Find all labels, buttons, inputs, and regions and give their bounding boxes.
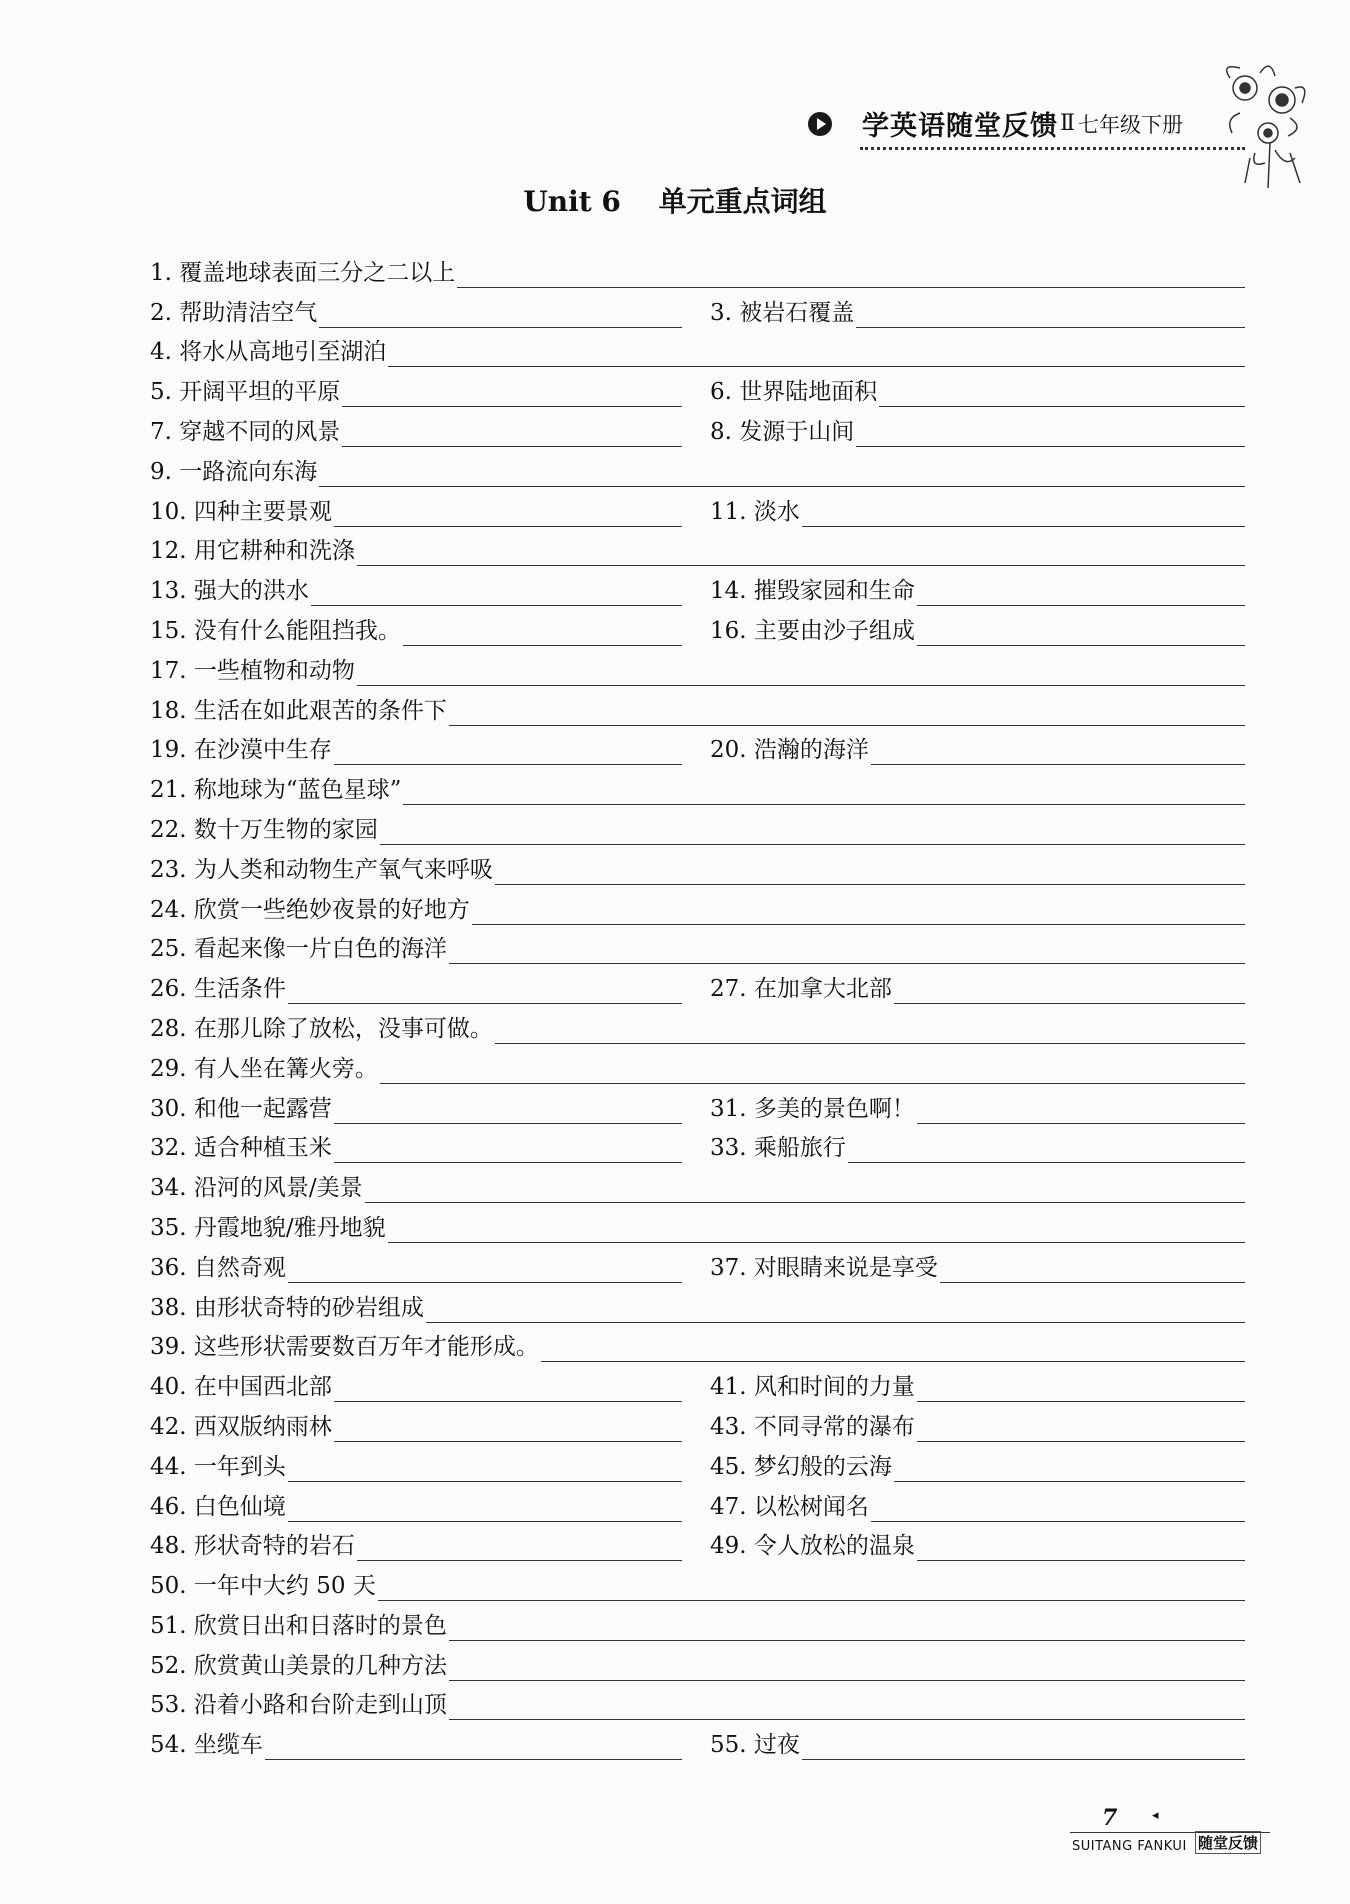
list-row xyxy=(150,765,1245,805)
list-item xyxy=(150,616,682,646)
item-label: 26. 生活条件 xyxy=(150,976,286,1003)
answer-blank[interactable] xyxy=(457,265,1245,288)
list-row xyxy=(150,885,1245,925)
answer-blank[interactable] xyxy=(856,424,1245,447)
answer-blank[interactable] xyxy=(403,623,682,646)
list-item xyxy=(150,1452,682,1482)
list-item xyxy=(710,298,1245,328)
page-number: 7 xyxy=(1102,1805,1118,1831)
list-row xyxy=(150,1124,1245,1164)
list-item xyxy=(150,1492,682,1522)
answer-blank[interactable] xyxy=(894,1459,1245,1482)
item-label: 14. 摧毁家园和生命 xyxy=(710,578,915,605)
answer-blank[interactable] xyxy=(871,742,1245,765)
answer-blank[interactable] xyxy=(917,1538,1245,1561)
answer-blank[interactable] xyxy=(334,1379,682,1402)
list-item xyxy=(710,417,1245,447)
header-dotted-line xyxy=(860,147,1245,150)
header xyxy=(808,104,1183,143)
answer-blank[interactable] xyxy=(342,424,682,447)
list-row xyxy=(150,1522,1245,1562)
answer-blank[interactable] xyxy=(334,742,682,765)
list-item xyxy=(710,1133,1245,1163)
item-label: 41. 风和时间的力量 xyxy=(710,1374,915,1401)
list-row xyxy=(150,407,1245,447)
list-row xyxy=(150,646,1245,686)
answer-blank[interactable] xyxy=(894,981,1245,1004)
answer-blank[interactable] xyxy=(848,1140,1245,1163)
list-row xyxy=(150,288,1245,328)
answer-blank[interactable] xyxy=(449,1658,1245,1681)
list-row xyxy=(150,606,1245,646)
list-item xyxy=(150,1690,1245,1720)
unit-label: Unit 6 xyxy=(523,185,621,218)
list-item xyxy=(150,457,1245,487)
list-item xyxy=(150,1730,682,1760)
list-item xyxy=(150,377,682,407)
item-label: 3. 被岩石覆盖 xyxy=(710,299,855,326)
list-item xyxy=(150,1133,682,1163)
list-item xyxy=(710,497,1245,527)
list-item xyxy=(150,1571,1245,1601)
list-item xyxy=(150,1531,682,1561)
item-label: 8. 发源于山间 xyxy=(710,418,855,445)
list-item xyxy=(150,1014,1245,1044)
list-item xyxy=(710,735,1245,765)
item-label: 5. 开阔平坦的平原 xyxy=(150,379,341,406)
list-row xyxy=(150,1362,1245,1402)
item-label: 39. 这些形状需要数百万年才能形成。 xyxy=(150,1334,539,1361)
list-row xyxy=(150,925,1245,965)
list-item xyxy=(710,974,1245,1004)
item-label: 43. 不同寻常的瀑布 xyxy=(710,1413,915,1440)
flower-decoration-icon xyxy=(1210,58,1320,188)
list-row xyxy=(150,686,1245,726)
item-label: 35. 丹霞地貌/雅丹地貌 xyxy=(150,1214,386,1241)
list-item xyxy=(150,1173,1245,1203)
item-label: 9. 一路流向东海 xyxy=(150,458,318,485)
item-label: 11. 淡水 xyxy=(710,498,800,525)
list-row xyxy=(150,1283,1245,1323)
item-label: 10. 四种主要景观 xyxy=(150,498,332,525)
item-label: 53. 沿着小路和台阶走到山顶 xyxy=(150,1692,447,1719)
answer-blank[interactable] xyxy=(311,583,682,606)
list-item xyxy=(710,576,1245,606)
item-label: 25. 看起来像一片白色的海洋 xyxy=(150,936,447,963)
answer-blank[interactable] xyxy=(472,902,1245,925)
list-item xyxy=(150,656,1245,686)
item-label: 24. 欣赏一些绝妙夜景的好地方 xyxy=(150,896,470,923)
answer-blank[interactable] xyxy=(940,1260,1245,1283)
arrow-left-icon: ◂ xyxy=(1152,1808,1159,1823)
list-item xyxy=(710,1412,1245,1442)
answer-blank[interactable] xyxy=(917,623,1245,646)
answer-blank[interactable] xyxy=(388,1220,1245,1243)
list-row xyxy=(150,964,1245,1004)
answer-blank[interactable] xyxy=(334,1101,682,1124)
list-item xyxy=(150,417,682,447)
list-item xyxy=(150,974,682,1004)
item-label: 23. 为人类和动物生产氧气来呼吸 xyxy=(150,856,493,883)
list-item xyxy=(150,298,682,328)
list-row xyxy=(150,845,1245,885)
list-row xyxy=(150,805,1245,845)
item-label: 49. 令人放松的温泉 xyxy=(710,1533,915,1560)
list-item xyxy=(150,735,682,765)
item-label: 37. 对眼睛来说是享受 xyxy=(710,1254,938,1281)
list-item xyxy=(150,855,1245,885)
item-label: 36. 自然奇观 xyxy=(150,1254,286,1281)
list-row xyxy=(150,1323,1245,1363)
answer-blank[interactable] xyxy=(265,1737,682,1760)
answer-blank[interactable] xyxy=(357,1538,682,1561)
item-label: 2. 帮助清洁空气 xyxy=(150,299,318,326)
item-label: 6. 世界陆地面积 xyxy=(710,379,878,406)
page-title xyxy=(0,180,1350,220)
play-icon xyxy=(808,112,832,136)
item-label: 31. 多美的景色啊！ xyxy=(710,1095,915,1122)
list-item xyxy=(150,337,1245,367)
header-title: 学英语随堂反馈 xyxy=(862,111,1058,142)
list-item xyxy=(710,377,1245,407)
list-row xyxy=(150,1601,1245,1641)
list-item xyxy=(150,1293,1245,1323)
list-row xyxy=(150,1243,1245,1283)
list-row xyxy=(150,527,1245,567)
answer-blank[interactable] xyxy=(288,1459,682,1482)
item-label: 50. 一年中大约 50 天 xyxy=(150,1573,376,1600)
list-item xyxy=(150,934,1245,964)
answer-blank[interactable] xyxy=(319,305,682,328)
list-row xyxy=(150,1203,1245,1243)
item-label: 38. 由形状奇特的砂岩组成 xyxy=(150,1294,424,1321)
item-label: 15. 没有什么能阻挡我。 xyxy=(150,617,401,644)
item-label: 21. 称地球为“蓝色星球” xyxy=(150,777,402,804)
answer-blank[interactable] xyxy=(334,504,682,527)
answer-blank[interactable] xyxy=(495,1021,1245,1044)
item-label: 16. 主要由沙子组成 xyxy=(710,617,915,644)
list-row xyxy=(150,726,1245,766)
answer-blank[interactable] xyxy=(449,1618,1245,1641)
list-item xyxy=(150,536,1245,566)
list-item xyxy=(150,1412,682,1442)
item-label: 40. 在中国西北部 xyxy=(150,1374,332,1401)
item-label: 47. 以松树闻名 xyxy=(710,1493,869,1520)
list-row xyxy=(150,1681,1245,1721)
answer-blank[interactable] xyxy=(388,344,1245,367)
list-item xyxy=(150,1651,1245,1681)
answer-blank[interactable] xyxy=(378,1578,1245,1601)
item-label: 55. 过夜 xyxy=(710,1732,800,1759)
answer-blank[interactable] xyxy=(365,1180,1245,1203)
item-label: 18. 生活在如此艰苦的条件下 xyxy=(150,697,447,724)
list-item xyxy=(710,616,1245,646)
answer-blank[interactable] xyxy=(380,1061,1245,1084)
item-label: 46. 白色仙境 xyxy=(150,1493,286,1520)
answer-blank[interactable] xyxy=(449,703,1245,726)
item-label: 28. 在那儿除了放松，没事可做。 xyxy=(150,1015,493,1042)
list-row xyxy=(150,1004,1245,1044)
answer-blank[interactable] xyxy=(288,981,682,1004)
list-row xyxy=(150,1163,1245,1203)
item-label: 20. 浩瀚的海洋 xyxy=(710,737,869,764)
item-label: 19. 在沙漠中生存 xyxy=(150,737,332,764)
item-label: 22. 数十万生物的家园 xyxy=(150,816,378,843)
list-item xyxy=(150,1332,1245,1362)
list-row xyxy=(150,1561,1245,1601)
answer-blank[interactable] xyxy=(802,504,1245,527)
answer-blank[interactable] xyxy=(917,1101,1245,1124)
answer-blank[interactable] xyxy=(319,464,1245,487)
list-item xyxy=(150,775,1245,805)
list-row xyxy=(150,1641,1245,1681)
list-row xyxy=(150,1442,1245,1482)
item-label: 33. 乘船旅行 xyxy=(710,1135,846,1162)
answer-blank[interactable] xyxy=(917,1419,1245,1442)
list-row xyxy=(150,1084,1245,1124)
item-label: 12. 用它耕种和洗涤 xyxy=(150,538,355,565)
list-item xyxy=(710,1730,1245,1760)
answer-blank[interactable] xyxy=(449,941,1245,964)
item-label: 27. 在加拿大北部 xyxy=(710,976,892,1003)
item-label: 17. 一些植物和动物 xyxy=(150,657,355,684)
list-row xyxy=(150,367,1245,407)
list-item xyxy=(710,1094,1245,1124)
footer-brand-cn: 随堂反馈 xyxy=(1195,1831,1261,1854)
answer-blank[interactable] xyxy=(357,663,1245,686)
list-row xyxy=(150,1720,1245,1760)
answer-blank[interactable] xyxy=(917,1379,1245,1402)
answer-blank[interactable] xyxy=(449,1697,1245,1720)
item-label: 45. 梦幻般的云海 xyxy=(710,1453,892,1480)
item-label: 30. 和他一起露营 xyxy=(150,1095,332,1122)
list-item xyxy=(150,1054,1245,1084)
phrase-list xyxy=(150,248,1245,1760)
list-item xyxy=(150,1213,1245,1243)
item-label: 4. 将水从高地引至湖泊 xyxy=(150,339,387,366)
list-item xyxy=(710,1372,1245,1402)
answer-blank[interactable] xyxy=(541,1339,1245,1362)
answer-blank[interactable] xyxy=(426,1300,1245,1323)
topic-label: 单元重点词组 xyxy=(658,185,827,218)
list-item xyxy=(710,1531,1245,1561)
item-label: 42. 西双版纳雨林 xyxy=(150,1413,332,1440)
item-label: 34. 沿河的风景/美景 xyxy=(150,1175,363,1202)
item-label: 1. 覆盖地球表面三分之二以上 xyxy=(150,259,456,286)
answer-blank[interactable] xyxy=(403,782,1245,805)
item-label: 7. 穿越不同的风景 xyxy=(150,418,341,445)
item-label: 29. 有人坐在篝火旁。 xyxy=(150,1055,378,1082)
list-item xyxy=(150,1372,682,1402)
item-label: 48. 形状奇特的岩石 xyxy=(150,1533,355,1560)
answer-blank[interactable] xyxy=(334,1419,682,1442)
list-item xyxy=(150,895,1245,925)
answer-blank[interactable] xyxy=(495,862,1245,885)
answer-blank[interactable] xyxy=(288,1499,682,1522)
list-item xyxy=(710,1452,1245,1482)
list-row xyxy=(150,447,1245,487)
list-item xyxy=(150,696,1245,726)
list-item xyxy=(150,576,682,606)
list-row xyxy=(150,566,1245,606)
list-item xyxy=(150,815,1245,845)
list-item xyxy=(710,1492,1245,1522)
answer-blank[interactable] xyxy=(856,305,1245,328)
list-item xyxy=(150,1253,682,1283)
list-row xyxy=(150,248,1245,288)
list-item xyxy=(150,497,682,527)
list-row xyxy=(150,328,1245,368)
item-label: 13. 强大的洪水 xyxy=(150,578,309,605)
item-label: 54. 坐缆车 xyxy=(150,1732,263,1759)
answer-blank[interactable] xyxy=(380,822,1245,845)
answer-blank[interactable] xyxy=(917,583,1245,606)
answer-blank[interactable] xyxy=(342,384,682,407)
answer-blank[interactable] xyxy=(879,384,1245,407)
list-item xyxy=(150,258,1245,288)
header-grade: 七年级下册 xyxy=(1077,112,1183,137)
list-row xyxy=(150,487,1245,527)
item-label: 44. 一年到头 xyxy=(150,1453,286,1480)
answer-blank[interactable] xyxy=(288,1260,682,1283)
answer-blank[interactable] xyxy=(357,543,1245,566)
list-row xyxy=(150,1044,1245,1084)
item-label: 51. 欣赏日出和日落时的景色 xyxy=(150,1612,447,1639)
answer-blank[interactable] xyxy=(334,1140,682,1163)
header-separator: Ⅱ xyxy=(1060,111,1075,136)
footer-brand: SUITANG FANKUI xyxy=(1072,1839,1187,1854)
list-item xyxy=(710,1253,1245,1283)
item-label: 32. 适合种植玉米 xyxy=(150,1135,332,1162)
item-label: 52. 欣赏黄山美景的几种方法 xyxy=(150,1652,447,1679)
answer-blank[interactable] xyxy=(871,1499,1245,1522)
list-item xyxy=(150,1094,682,1124)
list-item xyxy=(150,1611,1245,1641)
list-row xyxy=(150,1402,1245,1442)
list-row xyxy=(150,1482,1245,1522)
answer-blank[interactable] xyxy=(802,1737,1245,1760)
